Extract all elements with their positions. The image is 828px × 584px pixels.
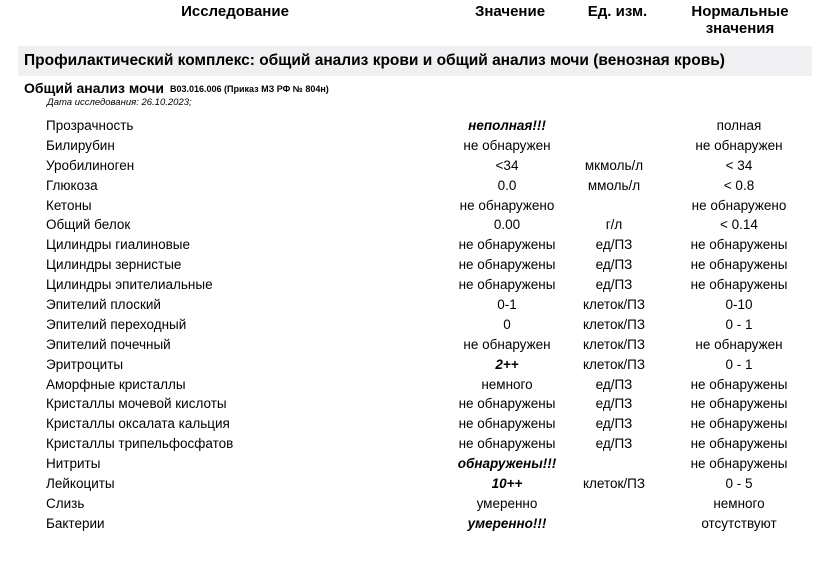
result-value: немного bbox=[481, 376, 533, 392]
result-name: Нитриты bbox=[46, 456, 101, 472]
result-name: Цилиндры эпителиальные bbox=[46, 277, 213, 293]
result-name: Бактерии bbox=[46, 515, 105, 531]
result-norm: 0 - 5 bbox=[725, 476, 753, 492]
result-name: Эпителий переходный bbox=[46, 316, 187, 332]
result-value: 0 bbox=[503, 316, 511, 332]
result-norm: не обнаружены bbox=[690, 257, 788, 273]
result-unit: клеток/ПЗ bbox=[582, 356, 646, 372]
result-value: 2++ bbox=[495, 356, 519, 372]
result-name: Эпителий почечный bbox=[46, 336, 171, 352]
result-norm: не обнаружены bbox=[690, 277, 788, 293]
result-value: не обнаружено bbox=[459, 197, 555, 213]
result-unit: ед/ПЗ bbox=[595, 257, 633, 273]
result-norm: полная bbox=[716, 118, 762, 133]
result-norm: немного bbox=[713, 495, 765, 511]
result-value: 0.0 bbox=[497, 177, 517, 193]
result-value: не обнаружены bbox=[458, 396, 556, 412]
table-row bbox=[0, 414, 828, 434]
result-norm: 0-10 bbox=[725, 297, 753, 313]
result-norm: 0 - 1 bbox=[725, 316, 753, 332]
result-unit: клеток/ПЗ bbox=[582, 476, 646, 492]
result-name: Цилиндры гиалиновые bbox=[46, 237, 190, 253]
result-name: Кристаллы трипельфосфатов bbox=[46, 436, 234, 452]
table-row bbox=[0, 295, 828, 315]
result-norm: < 0.14 bbox=[720, 217, 758, 233]
result-unit: клеток/ПЗ bbox=[582, 297, 646, 313]
study-date-value: 26.10.2023; bbox=[141, 97, 192, 108]
result-name: Лейкоциты bbox=[46, 476, 115, 492]
result-value: умеренно!!! bbox=[467, 515, 547, 531]
column-header-unit: Ед. изм. bbox=[587, 3, 648, 20]
result-unit: ед/ПЗ bbox=[595, 376, 633, 392]
table-row bbox=[0, 275, 828, 295]
table-row bbox=[0, 116, 828, 136]
result-norm: не обнаружены bbox=[690, 456, 788, 472]
table-row bbox=[0, 235, 828, 255]
table-row bbox=[0, 315, 828, 335]
panel-title: Общий анализ мочи bbox=[24, 80, 164, 96]
table-row bbox=[0, 394, 828, 414]
result-unit: ммоль/л bbox=[587, 177, 641, 193]
table-row bbox=[0, 176, 828, 196]
results-table bbox=[0, 116, 828, 534]
result-unit: ед/ПЗ bbox=[595, 277, 633, 293]
result-name: Уробилиноген bbox=[46, 157, 135, 173]
result-value: неполная!!! bbox=[468, 118, 546, 133]
result-unit: ед/ПЗ bbox=[595, 237, 633, 253]
result-name: Билирубин bbox=[46, 137, 115, 153]
result-norm: не обнаружен bbox=[695, 137, 783, 153]
result-value: не обнаружен bbox=[463, 336, 551, 352]
result-unit: ед/ПЗ bbox=[595, 396, 633, 412]
result-value: 10++ bbox=[491, 476, 523, 492]
result-norm: не обнаружен bbox=[695, 336, 783, 352]
result-value: 0-1 bbox=[497, 297, 517, 313]
table-row bbox=[0, 215, 828, 235]
study-date bbox=[47, 97, 192, 108]
result-name: Кристаллы оксалата кальция bbox=[46, 416, 230, 432]
result-value: 0.00 bbox=[493, 217, 521, 233]
table-row bbox=[0, 474, 828, 494]
result-norm: 0 - 1 bbox=[725, 356, 753, 372]
study-date-label: Дата исследования : bbox=[47, 97, 141, 108]
result-norm: < 34 bbox=[725, 157, 753, 173]
result-unit: клеток/ПЗ bbox=[582, 316, 646, 332]
column-header-test: Исследование bbox=[181, 3, 289, 20]
table-row bbox=[0, 514, 828, 534]
result-unit: ед/ПЗ bbox=[595, 436, 633, 452]
result-value: не обнаружен bbox=[463, 137, 551, 153]
result-name: Кристаллы мочевой кислоты bbox=[46, 396, 227, 412]
result-norm: не обнаружены bbox=[690, 436, 788, 452]
result-norm: не обнаружены bbox=[690, 416, 788, 432]
result-unit: клеток/ПЗ bbox=[582, 336, 646, 352]
result-value: не обнаружены bbox=[458, 416, 556, 432]
panel-code: B03.016.006 (Приказ МЗ РФ № 804н) bbox=[169, 84, 329, 94]
result-name: Слизь bbox=[46, 495, 85, 511]
result-name: Прозрачность bbox=[46, 118, 134, 133]
result-value: не обнаружены bbox=[458, 257, 556, 273]
table-row bbox=[0, 494, 828, 514]
section-title: Профилактический комплекс: общий анализ крови и общий анализ мочи (венозная кровь) bbox=[18, 46, 812, 76]
column-header-norm: Нормальные значения bbox=[691, 3, 789, 37]
result-value: умеренно bbox=[476, 495, 538, 511]
result-value: <34 bbox=[495, 157, 519, 173]
result-value: не обнаружены bbox=[458, 436, 556, 452]
result-norm: отсутствуют bbox=[701, 515, 777, 531]
result-unit: ед/ПЗ bbox=[595, 416, 633, 432]
result-name: Кетоны bbox=[46, 197, 92, 213]
table-row bbox=[0, 196, 828, 216]
result-norm: < 0.8 bbox=[723, 177, 755, 193]
result-value: не обнаружены bbox=[458, 277, 556, 293]
result-name: Общий белок bbox=[46, 217, 131, 233]
result-name: Аморфные кристаллы bbox=[46, 376, 186, 392]
column-header-value: Значение bbox=[474, 3, 546, 20]
table-row bbox=[0, 434, 828, 454]
table-row bbox=[0, 355, 828, 375]
result-value: не обнаружены bbox=[458, 237, 556, 253]
result-norm: не обнаружены bbox=[690, 237, 788, 253]
result-name: Глюкоза bbox=[46, 177, 98, 193]
table-row bbox=[0, 454, 828, 474]
result-name: Эпителий плоский bbox=[46, 297, 161, 313]
table-row bbox=[0, 156, 828, 176]
table-row bbox=[0, 335, 828, 355]
panel-title-line bbox=[24, 80, 329, 97]
result-norm: не обнаружено bbox=[691, 197, 787, 213]
result-norm: не обнаружены bbox=[690, 396, 788, 412]
table-row bbox=[0, 136, 828, 156]
table-row bbox=[0, 375, 828, 395]
result-value: обнаружены!!! bbox=[457, 456, 557, 472]
result-name: Эритроциты bbox=[46, 356, 124, 372]
table-row bbox=[0, 255, 828, 275]
result-norm: не обнаружены bbox=[690, 376, 788, 392]
result-name: Цилиндры зернистые bbox=[46, 257, 182, 273]
result-unit: г/л bbox=[605, 217, 623, 233]
result-unit: мкмоль/л bbox=[584, 157, 644, 173]
